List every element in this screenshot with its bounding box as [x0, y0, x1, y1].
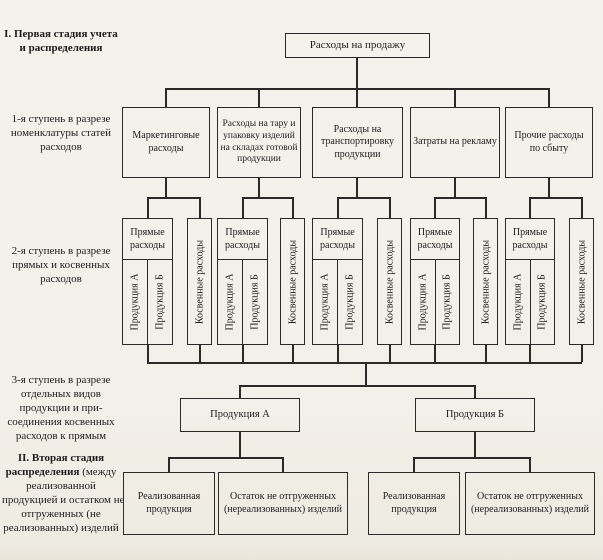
connector-line — [242, 197, 293, 199]
connector-line — [529, 197, 582, 199]
product-b-column: Продукция Б — [249, 274, 261, 330]
unshipped-remainder-box-b: Остаток не отгруженных (нереализованных) изделий — [465, 472, 595, 535]
connector-line — [147, 197, 149, 218]
branch-box-transport: Расходы на транспортировку продукции — [312, 107, 403, 178]
branch-box-packaging: Расходы на тару и упаковку изделий на складах готовой продукции — [217, 107, 301, 178]
direct-expenses-header: Прямые расходы — [411, 219, 459, 260]
realized-products-box-b: Реализованная продукция — [368, 472, 460, 535]
product-b-column: Продукция Б — [154, 274, 166, 330]
product-a-column: Продукция А — [123, 260, 148, 344]
connector-line — [282, 457, 284, 472]
product-a-column: Продукция А — [506, 260, 531, 344]
connector-line — [413, 457, 530, 459]
stage-label-second-stage: II. Вторая стадия распределения (между реализованной продукцией и остатком не отгруженных (не реализованных) изделий — [2, 452, 125, 535]
indirect-expenses-box-4: Косвенные расходы — [473, 218, 498, 345]
direct-expenses-box-5 — [505, 218, 555, 345]
product-b-column: Продукция Б — [441, 274, 453, 330]
connector-line — [165, 88, 167, 107]
stage-label-first-stage: I. Первая стадия учета и распределения — [4, 28, 118, 55]
connector-line — [485, 197, 487, 218]
connector-line — [548, 88, 550, 107]
stage-label-step-3: 3-я ступень в разрезе отдельных видов продукции и при- соединения косвенных расходов к прямым — [7, 374, 115, 443]
connector-line — [258, 178, 260, 197]
connector-line — [199, 345, 201, 362]
connector-line — [292, 345, 294, 362]
connector-line — [356, 88, 358, 107]
indirect-expenses-box-5: Косвенные расходы — [569, 218, 594, 345]
direct-expenses-box-2 — [217, 218, 268, 345]
connector-line — [168, 457, 284, 459]
connector-line — [389, 345, 391, 362]
connector-line — [242, 197, 244, 218]
connector-line — [337, 197, 390, 199]
connector-line — [365, 362, 367, 385]
product-b-column: Продукция Б — [344, 274, 356, 330]
connector-line — [434, 197, 436, 218]
connector-line — [239, 385, 241, 398]
connector-line — [529, 457, 531, 472]
connector-line — [356, 178, 358, 197]
connector-line — [168, 457, 170, 472]
direct-expenses-header: Прямые расходы — [123, 219, 172, 260]
connector-line — [147, 197, 200, 199]
connector-line — [581, 197, 583, 218]
connector-line — [239, 432, 241, 457]
indirect-expenses-box-2: Косвенные расходы — [280, 218, 305, 345]
connector-line — [413, 457, 415, 472]
product-a-box: Продукция А — [180, 398, 300, 432]
indirect-expenses-box-1: Косвенные расходы — [187, 218, 212, 345]
product-b-column: Продукция Б — [536, 274, 548, 330]
stage-label-step-2: 2-я ступень в разрезе прямых и косвенных расходов — [11, 245, 111, 286]
unshipped-remainder-box-a: Остаток не отгруженных (нереализованных) изделий — [218, 472, 348, 535]
connector-line — [474, 385, 476, 398]
connector-line — [454, 178, 456, 197]
direct-expenses-header: Прямые расходы — [313, 219, 362, 260]
direct-expenses-header: Прямые расходы — [506, 219, 554, 260]
connector-line — [474, 432, 476, 457]
realized-products-box-a: Реализованная продукция — [123, 472, 215, 535]
direct-expenses-box-3 — [312, 218, 363, 345]
product-a-column: Продукция А — [218, 260, 243, 344]
direct-expenses-header: Прямые расходы — [218, 219, 267, 260]
connector-line — [258, 88, 260, 107]
product-a-column: Продукция А — [313, 260, 338, 344]
product-b-box: Продукция Б — [415, 398, 535, 432]
branch-box-other-sales: Прочие расходы по сбыту — [505, 107, 593, 178]
connector-line — [165, 178, 167, 197]
connector-line — [548, 178, 550, 197]
connector-line — [199, 197, 201, 218]
stage-label-step-1: 1-я ступень в разрезе номенклатуры статей расходов — [10, 113, 112, 154]
indirect-expenses-box-3: Косвенные расходы — [377, 218, 402, 345]
connector-line — [454, 88, 456, 107]
connector-line — [356, 58, 358, 88]
connector-line — [529, 345, 531, 362]
connector-line — [389, 197, 391, 218]
connector-line — [337, 197, 339, 218]
connector-line — [292, 197, 294, 218]
connector-line — [434, 197, 486, 199]
connector-line — [529, 197, 531, 218]
direct-expenses-box-4 — [410, 218, 460, 345]
product-a-column: Продукция А — [411, 260, 436, 344]
direct-expenses-box-1 — [122, 218, 173, 345]
branch-box-marketing: Маркетинговые расходы — [122, 107, 210, 178]
connector-line — [485, 345, 487, 362]
connector-line — [434, 345, 436, 362]
root-box-sales-expenses: Расходы на продажу — [285, 33, 430, 58]
connector-line — [581, 345, 583, 362]
connector-line — [242, 345, 244, 362]
connector-line — [337, 345, 339, 362]
branch-box-advertising: Затраты на рекламу — [410, 107, 500, 178]
connector-line — [239, 385, 475, 387]
connector-line — [147, 345, 149, 362]
